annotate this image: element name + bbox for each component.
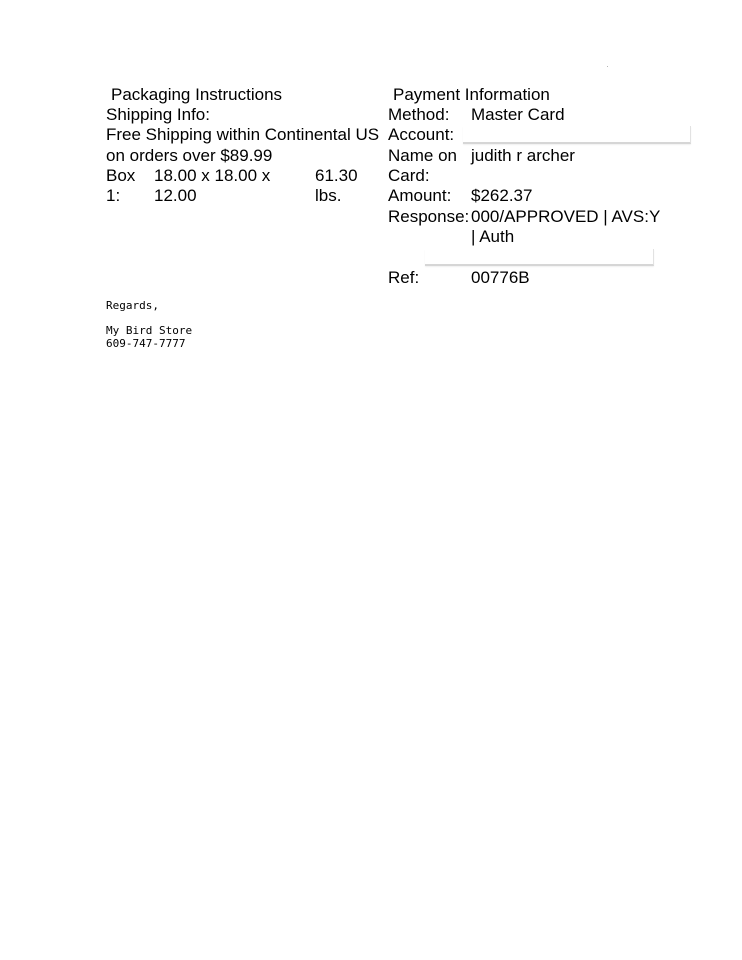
box-dimensions-line-1: 18.00 x 18.00 x bbox=[154, 166, 271, 185]
store-phone: 609-747-7777 bbox=[106, 337, 186, 350]
amount-label: Amount: bbox=[388, 186, 452, 205]
scan-speck bbox=[607, 66, 608, 67]
account-redaction bbox=[463, 126, 691, 144]
method-label: Method: bbox=[388, 105, 450, 124]
name-on-card-label-line-2: Card: bbox=[388, 166, 430, 185]
box-dimensions-line-2: 12.00 bbox=[154, 186, 197, 205]
account-label: Account: bbox=[388, 125, 455, 144]
box-weight-line-2: lbs. bbox=[315, 186, 342, 205]
packaging-title: Packaging Instructions bbox=[111, 85, 283, 104]
store-name: My Bird Store bbox=[106, 324, 193, 337]
shipping-info-label: Shipping Info: bbox=[106, 105, 210, 124]
box-label-line-1: Box bbox=[106, 166, 136, 185]
amount-value: $262.37 bbox=[471, 186, 533, 205]
ref-value: 00776B bbox=[471, 268, 530, 287]
payment-title: Payment Information bbox=[393, 85, 550, 104]
method-value: Master Card bbox=[471, 105, 565, 124]
name-on-card-value: judith r archer bbox=[471, 146, 575, 165]
regards-text: Regards, bbox=[106, 299, 159, 312]
response-value-line-1: 000/APPROVED | AVS:Y bbox=[471, 207, 661, 226]
free-shipping-line-1: Free Shipping within Continental US bbox=[106, 125, 380, 144]
box-weight-line-1: 61.30 bbox=[315, 166, 358, 185]
response-value-line-2: | Auth bbox=[471, 227, 515, 246]
box-label-line-2: 1: bbox=[106, 186, 121, 205]
ref-label: Ref: bbox=[388, 268, 420, 287]
auth-redaction bbox=[425, 249, 654, 266]
name-on-card-label-line-1: Name on bbox=[388, 146, 457, 165]
response-label: Response: bbox=[388, 207, 470, 226]
free-shipping-line-2: on orders over $89.99 bbox=[106, 146, 273, 165]
